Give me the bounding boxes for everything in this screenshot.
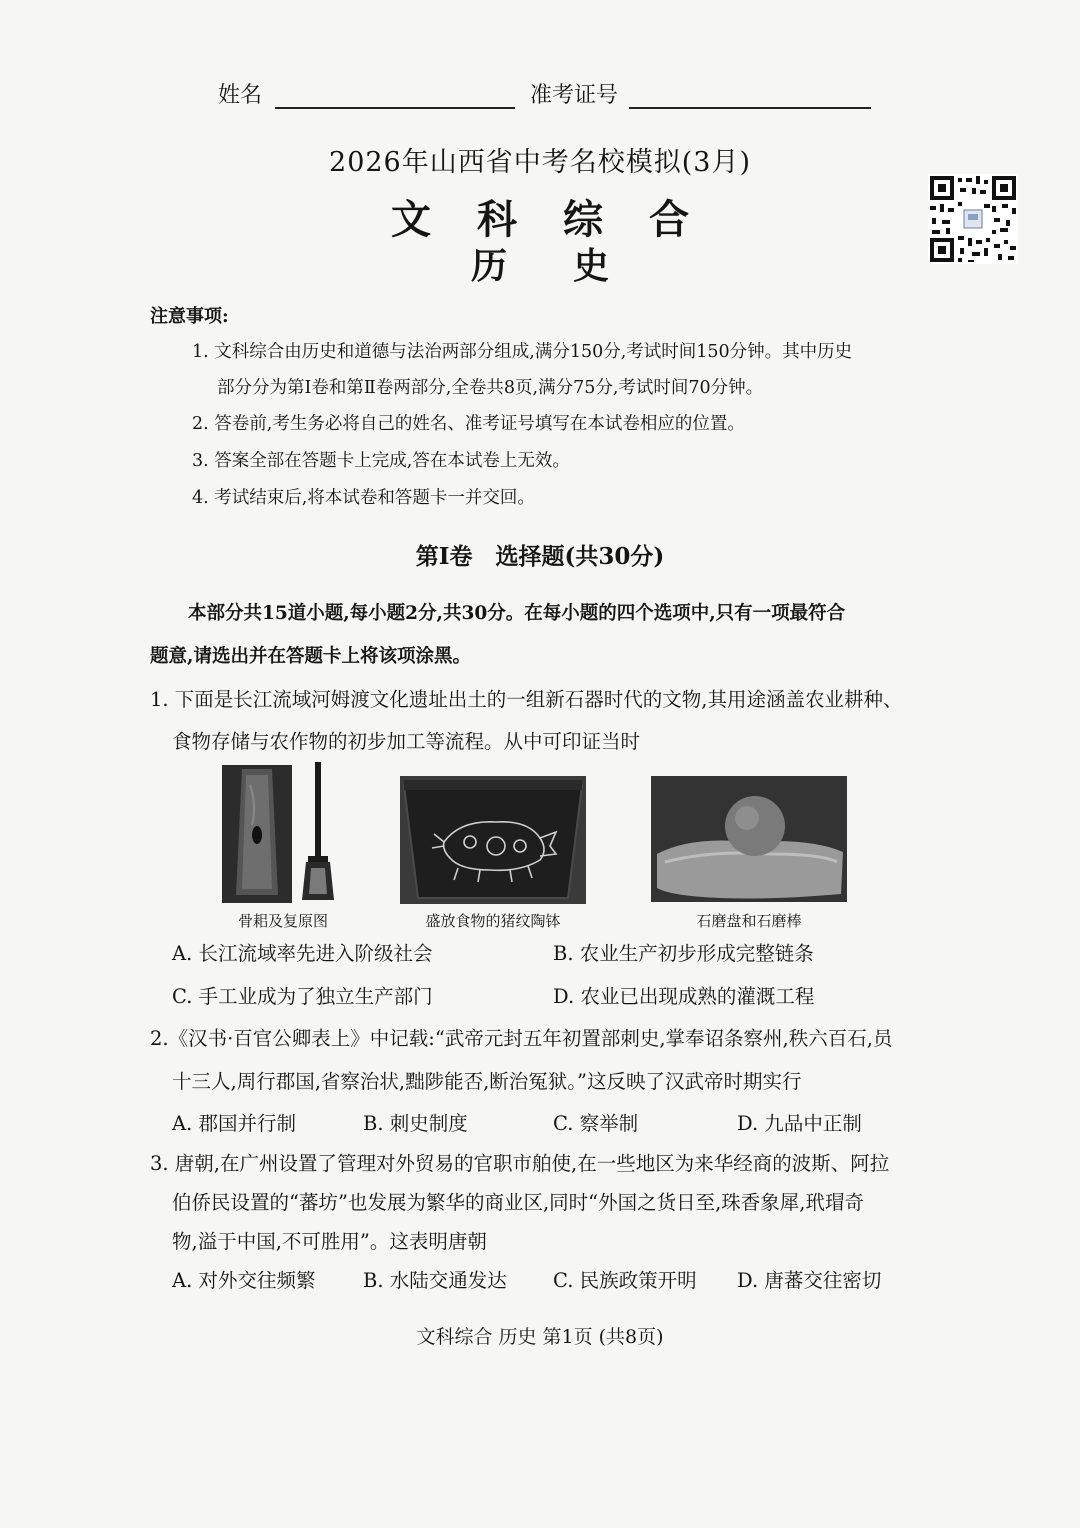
- caption-bone-spade: 骨耜及复原图: [237, 912, 328, 930]
- question-3-option-d[interactable]: D. 唐蕃交往密切: [737, 1269, 882, 1292]
- question-3-option-b[interactable]: B. 水陆交通发达: [363, 1269, 507, 1292]
- notice-item-1: 1. 文科综合由历史和道德与法治两部分组成,满分150分,考试时间150分钟。其中历史: [192, 342, 853, 362]
- candidate-info-line: [218, 78, 871, 109]
- subject-title: 文科综合: [391, 196, 735, 243]
- notice-item-1-cont: 部分分为第Ⅰ卷和第Ⅱ卷两部分,全卷共8页,满分75分,考试时间70分钟。: [217, 378, 764, 398]
- bone-spade-image: [222, 765, 292, 903]
- spade-reconstruction-image: [296, 760, 342, 906]
- question-1-option-c[interactable]: C. 手工业成为了独立生产部门: [172, 985, 433, 1008]
- name-blank[interactable]: [275, 83, 515, 109]
- question-3-line3: 物,溢于中国,不可胜用”。这表明唐朝: [172, 1230, 487, 1253]
- pig-pattern-pottery-image: [400, 776, 586, 904]
- question-2-option-b[interactable]: B. 刺史制度: [363, 1112, 468, 1135]
- notice-item-4: 4. 考试结束后,将本试卷和答题卡一并交回。: [192, 488, 535, 508]
- question-1-option-a[interactable]: A. 长江流域率先进入阶级社会: [172, 942, 433, 965]
- notice-heading: 注意事项:: [150, 306, 229, 327]
- section-intro-line1: 本部分共15道小题,每小题2分,共30分。在每小题的四个选项中,只有一项最符合: [188, 603, 846, 624]
- page-footer: 文科综合 历史 第1页 (共8页): [416, 1326, 664, 1348]
- question-2-option-d[interactable]: D. 九品中正制: [737, 1112, 862, 1135]
- notice-item-3: 3. 答案全部在答题卡上完成,答在本试卷上无效。: [192, 451, 570, 471]
- caption-pottery: 盛放食物的猪纹陶钵: [425, 912, 561, 930]
- question-3-option-c[interactable]: C. 民族政策开明: [553, 1269, 697, 1292]
- notice-item-2: 2. 答卷前,考生务必将自己的姓名、准考证号填写在本试卷相应的位置。: [192, 414, 745, 434]
- caption-millstone: 石磨盘和石磨棒: [696, 912, 802, 930]
- exam-id-blank[interactable]: [629, 83, 871, 109]
- question-2-line2: 十三人,周行郡国,省察治状,黜陟能否,断治冤狱。”这反映了汉武帝时期实行: [172, 1070, 802, 1093]
- question-1-option-b[interactable]: B. 农业生产初步形成完整链条: [553, 942, 814, 965]
- section-title: 第Ⅰ卷 选择题(共30分): [415, 543, 665, 570]
- question-3-line2: 伯侨民设置的“蕃坊”也发展为繁华的商业区,同时“外国之货日至,珠香象犀,玳瑁奇: [172, 1191, 865, 1214]
- qr-code-icon: [928, 174, 1018, 264]
- section-intro-line2: 题意,请选出并在答题卡上将该项涂黑。: [150, 646, 471, 667]
- question-2-option-c[interactable]: C. 察举制: [553, 1112, 639, 1135]
- question-2-line1: 2.《汉书·百官公卿表上》中记载:“武帝元封五年初置部刺史,掌奉诏条察州,秩六百石,员: [150, 1027, 893, 1050]
- question-3-line1: 3. 唐朝,在广州设置了管理对外贸易的官职市舶使,在一些地区为来华经商的波斯、阿拉: [150, 1152, 890, 1175]
- name-label: 姓名: [218, 83, 263, 108]
- exam-id-label: 准考证号: [530, 83, 619, 108]
- sub-subject-title: 历史: [470, 245, 675, 287]
- question-1-option-d[interactable]: D. 农业已出现成熟的灌溉工程: [553, 985, 815, 1008]
- question-3-option-a[interactable]: A. 对外交往频繁: [172, 1269, 316, 1292]
- question-1-line2: 食物存储与农作物的初步加工等流程。从中可印证当时: [172, 730, 641, 753]
- question-2-option-a[interactable]: A. 郡国并行制: [172, 1112, 296, 1135]
- question-1-line1: 1. 下面是长江流域河姆渡文化遗址出土的一组新石器时代的文物,其用途涵盖农业耕种、: [150, 688, 903, 711]
- exam-title: 2026年山西省中考名校模拟(3月): [329, 147, 751, 178]
- millstone-image: [651, 776, 847, 902]
